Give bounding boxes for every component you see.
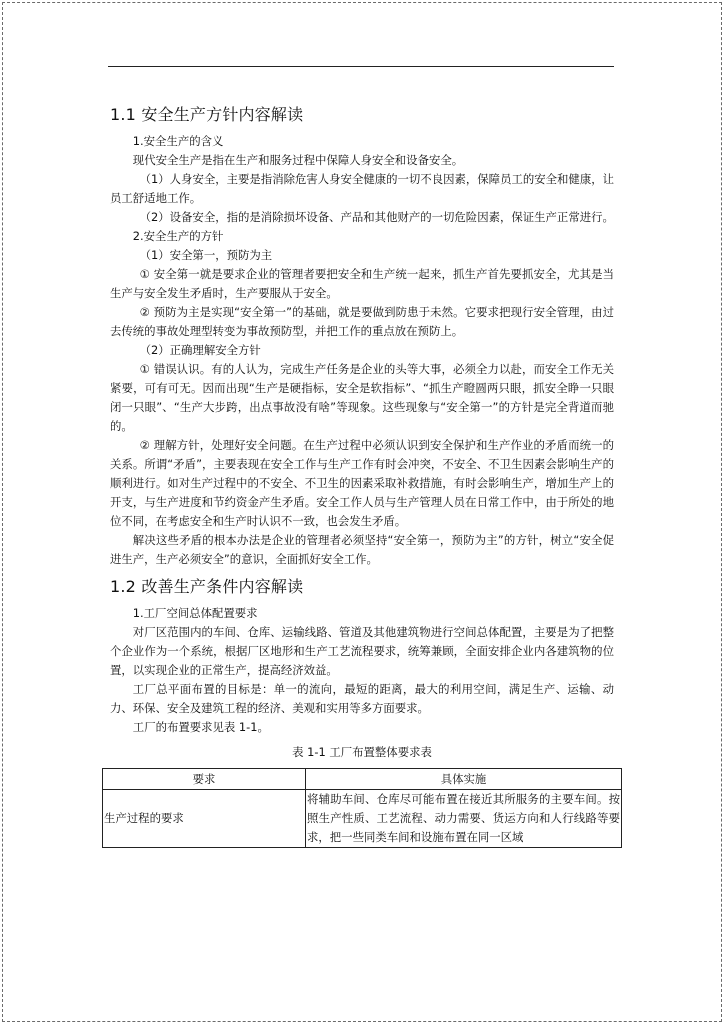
table-header-cell: 具体实施 (306, 769, 622, 790)
paragraph: ① 错误认识。有的人认为，完成生产任务是企业的头等大事，必须全力以赴，而安全工作无关紧要，可有可无。因而出现“生产是硬指标，安全是软指标”、“抓生产瞪圆两只眼，抓安全睁一只眼闭一只眼”、“生产大步跨，出点事故没有啥”等现象。这些现象与“安全第一”的方针是完全背道而驰的。 (110, 362, 614, 433)
paragraph: 现代安全生产是指在生产和服务过程中保障人身安全和设备安全。 (132, 153, 464, 167)
paragraph-equipment-safety: （2）设备安全，指的是消除损坏设备、产品和其他财产的一切危险因素，保证生产正常进行。 (139, 210, 614, 224)
paragraph: 解决这些矛盾的根本办法是企业的管理者必须坚持“安全第一，预防为主”的方针，树立“安全促进生产，生产必须安全”的意识，全面抓好安全工作。 (110, 533, 614, 566)
paragraph: ② 理解方针，处理好安全问题。在生产过程中必须认识到安全保护和生产作业的矛盾而统一的关系。所谓“矛盾”，主要表现在安全工作与生产工作有时会冲突，不安全、不卫生因素会影响生产的顺利进行。如对生产过程中的不安全、不卫生的因素采取补救措施，有时会影响生产，增加生产上的开支，与生产进度和节约资金产生矛盾。安全工作人员与生产管理人员在日常工作中，由于所处的地位不同，在考虑安全和生产时认识不一致，也会发生矛盾。 (110, 438, 614, 528)
header-rule (108, 66, 614, 67)
paragraph-personal-safety: （1）人身安全，主要是指消除危害人身安全健康的一切不良因素，保障员工的安全和健康，让员工舒适地工作。 (110, 172, 614, 205)
paragraph: 对厂区范围内的车间、仓库、运输线路、管道及其他建筑物进行空间总体配置，主要是为了把整个企业作为一个系统，根据厂区地形和生产工艺流程要求，统筹兼顾，全面安排企业内各建筑物的位置，以实现企业的正常生产，提高经济效益。 (110, 625, 614, 677)
table-cell: 生产过程的要求 (103, 790, 306, 848)
paragraph: 工厂的布置要求见表 1-1。 (132, 720, 269, 734)
table-header-row (103, 769, 622, 790)
requirements-table (102, 768, 622, 848)
table-caption: 表 1-1 工厂布置整体要求表 (292, 745, 432, 759)
section-title-1-2: 1.2 改善生产条件内容解读 (110, 577, 304, 596)
subheading-meaning: 1.安全生产的含义 (132, 134, 224, 148)
table-row (103, 790, 622, 848)
table-header-cell: 要求 (103, 769, 306, 790)
subheading-layout: 1.工厂空间总体配置要求 (132, 606, 258, 620)
subheading-understanding: （2）正确理解安全方针 (139, 343, 261, 357)
table-cell: 将辅助车间、仓库尽可能布置在接近其所服务的主要车间。按照生产性质、工艺流程、动力需要、货运方向和人行线路等要求，把一些同类车间和设施布置在同一区域 (306, 790, 622, 848)
subheading-safety-first: （1）安全第一，预防为主 (139, 248, 273, 262)
subheading-policy: 2.安全生产的方针 (132, 229, 224, 243)
paragraph: ① 安全第一就是要求企业的管理者要把安全和生产统一起来，抓生产首先要抓安全，尤其是当生产与安全发生矛盾时，生产要服从于安全。 (110, 267, 614, 300)
section-title-1-1: 1.1 安全生产方针内容解读 (110, 105, 304, 124)
document-body (104, 104, 620, 848)
paragraph: 工厂总平面布置的目标是：单一的流向，最短的距离，最大的利用空间，满足生产、运输、动力、环保、安全及建筑工程的经济、美观和实用等多方面要求。 (110, 682, 614, 715)
paragraph: ② 预防为主是实现“安全第一”的基础，就是要做到防患于未然。它要求把现行安全管理，由过去传统的事故处理型转变为事故预防型，并把工作的重点放在预防上。 (110, 305, 614, 338)
